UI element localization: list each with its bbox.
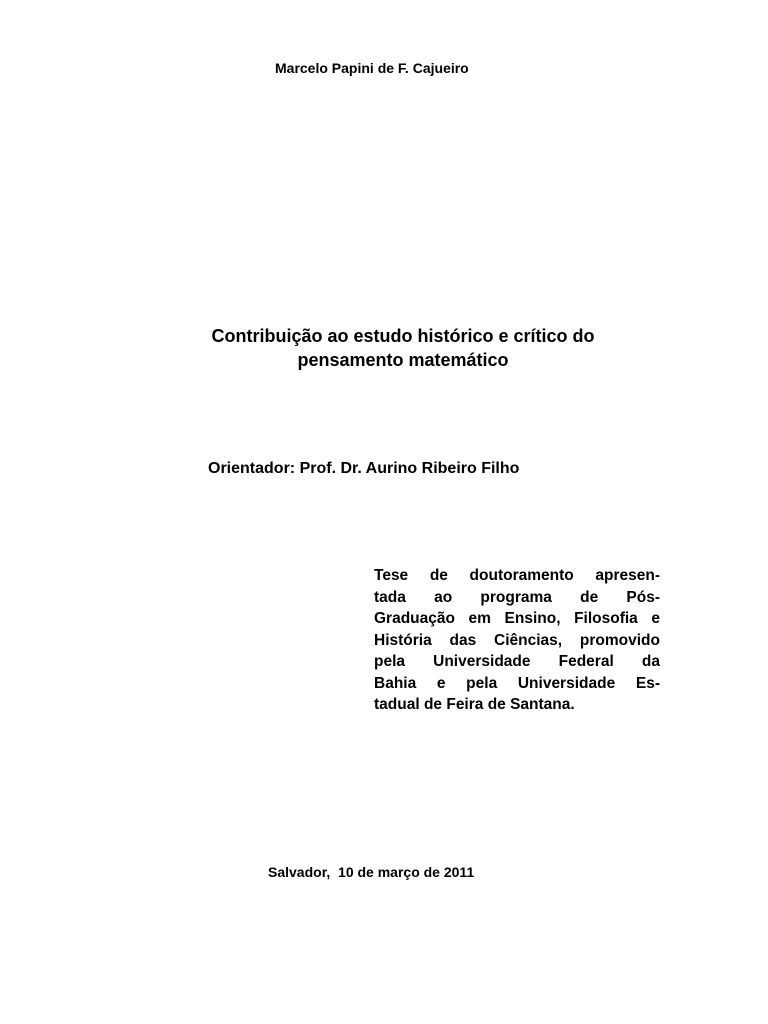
advisor-line: Orientador: Prof. Dr. Aurino Ribeiro Filho (208, 460, 520, 477)
thesis-note-line: Tese de doutoramento apresen- (374, 567, 660, 584)
thesis-note-line: tada ao programa de Pós- (374, 588, 660, 606)
title-line: Contribuição ao estudo histórico e crítico do (211, 326, 595, 346)
thesis-note-line: Graduação em Ensino, Filosofia e (374, 610, 660, 627)
thesis-note (374, 565, 660, 716)
title-line: pensamento matemático (297, 350, 509, 370)
author-name: Marcelo Papini de F. Cajueiro (275, 60, 469, 76)
thesis-note-line: pela Universidade Federal da (374, 653, 660, 670)
thesis-note-line: História das Ciências, promovido (374, 631, 660, 649)
place-and-date: Salvador, 10 de março de 2011 (268, 864, 475, 880)
thesis-note-line: Bahia e pela Universidade Es- (374, 674, 660, 692)
thesis-title (170, 324, 636, 372)
thesis-note-line: tadual de Feira de Santana. (374, 696, 575, 713)
